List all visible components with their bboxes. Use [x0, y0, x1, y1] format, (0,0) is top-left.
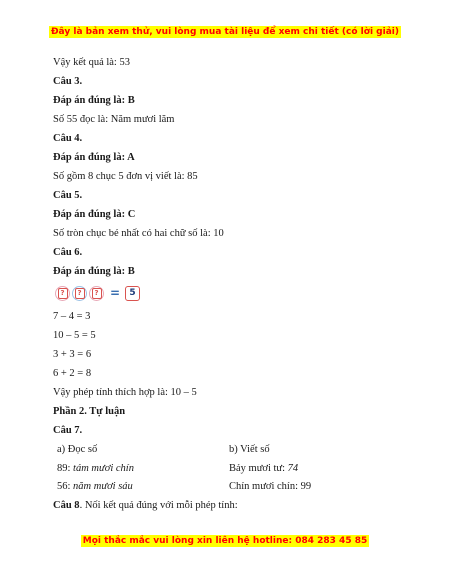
number-words: Bảy mươi tư:	[229, 463, 288, 474]
explanation-4: Số gồm 8 chục 5 đơn vị viết là: 85	[53, 171, 198, 182]
answer-3: Đáp án đúng là: B	[53, 95, 135, 106]
write-number-header: b) Viết số	[229, 444, 270, 455]
result-box: 5	[125, 286, 140, 301]
number-text: 74	[287, 463, 299, 474]
question-5-label: Câu 5.	[53, 190, 83, 201]
question-7-label: Câu 7.	[53, 425, 83, 436]
operand-circle	[55, 286, 70, 301]
result-line: Vậy kết quả là: 53	[53, 57, 130, 68]
read-number-header: a) Đọc số	[57, 444, 98, 455]
part-2-title: Phần 2. Tự luận	[53, 406, 126, 417]
question-8	[53, 499, 238, 512]
answer-4: Đáp án đúng là: A	[53, 152, 135, 163]
equals-sign: =	[110, 286, 121, 300]
calc-line: 6 + 2 = 8	[53, 368, 92, 379]
explanation-3: Số 55 đọc là: Năm mươi lăm	[53, 114, 175, 125]
number-words: năm mươi sáu	[73, 481, 133, 492]
conclusion-line: Vậy phép tính thích hợp là: 10 – 5	[53, 387, 197, 398]
operator-circle	[72, 286, 87, 301]
calc-line: 10 – 5 = 5	[53, 330, 96, 341]
equation-diagram	[55, 284, 140, 302]
preview-notice	[0, 27, 450, 37]
explanation-5: Số tròn chục bé nhất có hai chữ số là: 10	[53, 228, 224, 239]
read-row-1	[57, 462, 134, 475]
write-row-2: Chín mươi chín: 99	[229, 481, 312, 492]
question-8-label: Câu 8	[53, 500, 80, 511]
operand-circle	[89, 286, 104, 301]
number-words: tám mươi chín	[73, 463, 134, 474]
answer-6: Đáp án đúng là: B	[53, 266, 135, 277]
answer-5: Đáp án đúng là: C	[53, 209, 136, 220]
question-mark-box: ?	[92, 288, 102, 299]
question-6-label: Câu 6.	[53, 247, 83, 258]
hotline-notice	[0, 536, 450, 546]
number-text: 56:	[57, 481, 74, 492]
read-row-2	[57, 480, 133, 493]
number-text: 89:	[57, 463, 74, 474]
question-8-text: . Nối kết quả đúng với mỗi phép tính:	[79, 500, 238, 511]
write-row-1	[229, 462, 298, 475]
question-mark-box: ?	[58, 288, 68, 299]
hotline-notice-text: Mọi thắc mắc vui lòng xin liên hệ hotline: 084 283 45 85	[82, 536, 368, 546]
question-mark-box: ?	[75, 288, 85, 299]
preview-notice-text: Đây là bản xem thử, vui lòng mua tài liệu để xem chi tiết (có lời giải)	[51, 27, 399, 37]
question-3-label: Câu 3.	[53, 76, 83, 87]
calc-line: 3 + 3 = 6	[53, 349, 92, 360]
calc-line: 7 – 4 = 3	[53, 311, 91, 322]
question-4-label: Câu 4.	[53, 133, 83, 144]
